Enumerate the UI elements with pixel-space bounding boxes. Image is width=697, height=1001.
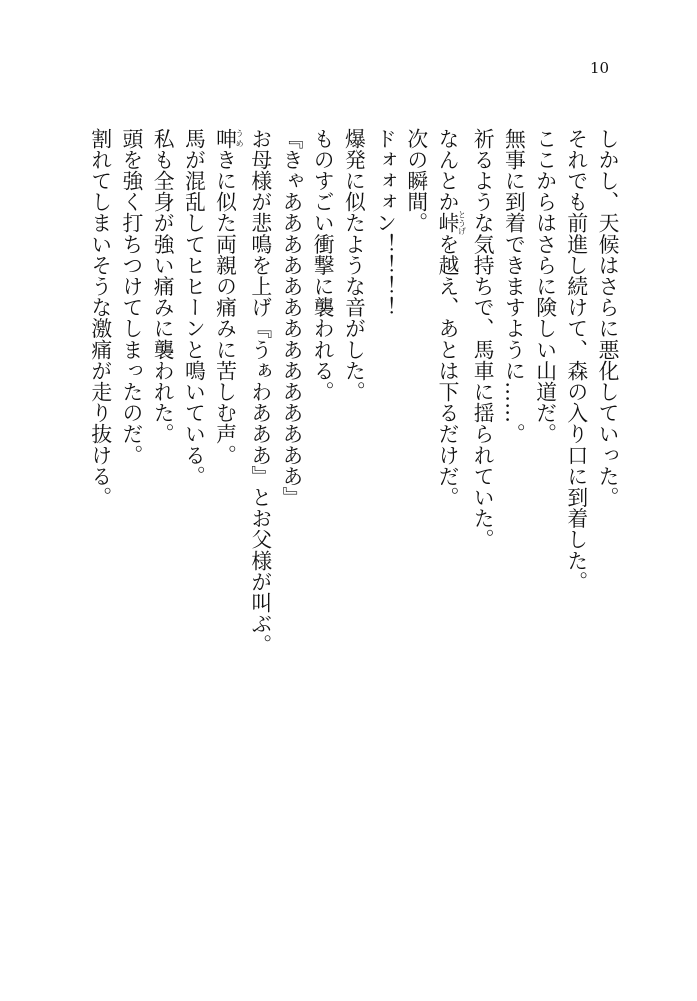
ruby-annotation <box>434 210 467 236</box>
text-line: 『きゃああああああああああああああ』 <box>278 128 303 508</box>
text-line: お母様が悲鳴を上げ『うぁわあああ』とお父様が叫ぶ。 <box>247 128 272 656</box>
text-line: 無事に到着できますように……。 <box>501 128 526 445</box>
text-line: 割れてしまいそうな激痛が走り抜ける。 <box>87 128 112 508</box>
text-line: それでも前進し続けて、森の入り口に到着した。 <box>563 128 588 593</box>
ruby-reading: うめ <box>235 128 245 150</box>
text-line-with-ruby <box>431 128 466 648</box>
text-segment: きに似た両親の痛みに苦しむ声。 <box>212 149 237 466</box>
ruby-reading: とうげ <box>457 210 467 236</box>
text-line: ここからはさらに険しい山道だ。 <box>532 128 557 445</box>
text-line: ドォォォン！！！！ <box>372 128 397 318</box>
ruby-base: 呻 <box>212 128 237 150</box>
text-line: 馬が混乱してヒヒーンと鳴いている。 <box>181 128 206 487</box>
text-line: 祈るような気持ちで、馬車に揺られていた。 <box>470 128 495 550</box>
ruby-annotation <box>212 128 245 150</box>
text-line: 爆発に似たような音がした。 <box>341 128 366 403</box>
text-line: 私も全身が強い痛みに襲われた。 <box>150 128 175 445</box>
page-number: 10 <box>590 59 610 77</box>
ruby-base: 峠 <box>434 210 459 236</box>
text-line: しかし、天候はさらに悪化していった。 <box>595 128 619 508</box>
text-line: ものすごい衝撃に襲われる。 <box>310 128 335 403</box>
vertical-text-body <box>84 128 622 656</box>
text-line: 次の瞬間。 <box>403 128 428 234</box>
text-segment: なんとか <box>434 128 459 213</box>
text-line: 頭を強く打ちつけてしまったのだ。 <box>118 128 143 466</box>
text-line-with-ruby <box>208 128 243 648</box>
text-segment: を越え、あとは下るだけだ。 <box>434 233 459 508</box>
